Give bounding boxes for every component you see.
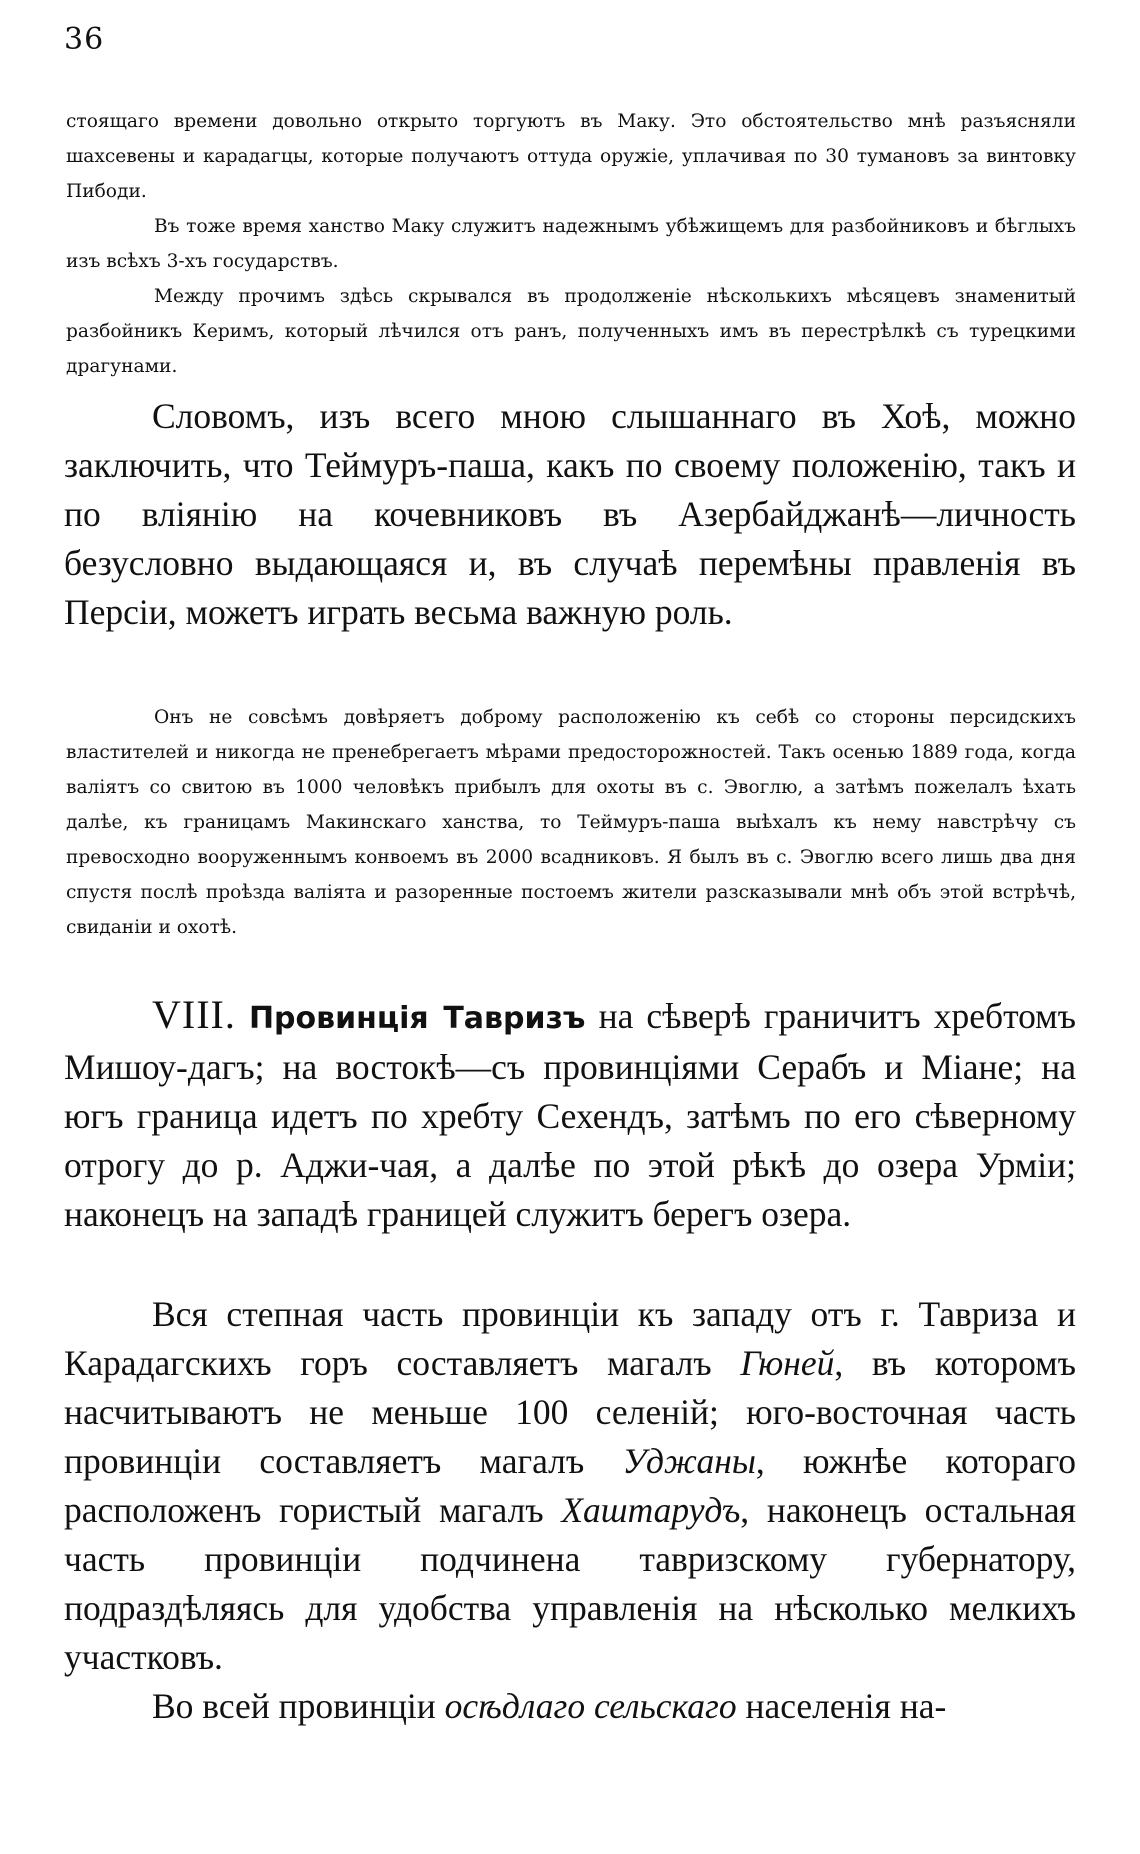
text-run: населенія на- bbox=[745, 1686, 947, 1726]
paragraph-maku-trade: стоящаго времени довольно открыто торгуютъ въ Маку. Это обстоятельство мнѣ разъясняли шахсевены и карадагцы, которые получаютъ оттуда оружіе, уплачивая по 30 тумановъ за винтовку Пибоди. bbox=[66, 111, 1076, 202]
large-text-block-2 bbox=[64, 1290, 1076, 1731]
paragraph-kerim: Между прочимъ здѣсь скрывался въ продолженіе нѣсколькихъ мѣсяцевъ знаменитый разбойникъ Керимъ, который лѣчился отъ ранъ, полученныхъ имъ въ перестрѣлкѣ съ турецкими драгунами. bbox=[66, 286, 1076, 377]
page-number: 36 bbox=[64, 22, 105, 57]
paragraph-tabriz-borders bbox=[64, 990, 1076, 1239]
text-run: , южнѣе котораго расположенъ гористый магалъ bbox=[64, 1441, 1077, 1530]
italic-settled-rural: осѣдлаго сельскаго bbox=[444, 1686, 737, 1726]
italic-khashtarud: Хаштарудъ bbox=[561, 1490, 741, 1530]
section-number: VIII. bbox=[152, 992, 236, 1037]
paragraph-population bbox=[64, 1682, 1076, 1731]
paragraph-teymur-pasha: Словомъ, изъ всего мною слышаннаго въ Хоѣ, можно заключить, что Теймуръ-паша, какъ по своему положенію, такъ и по вліянію на кочевниковъ въ Азербайджанѣ—личность безусловно выдающаяся и, въ случаѣ перемѣны правленія въ Персіи, можетъ играть весьма важную роль. bbox=[64, 396, 1076, 632]
large-text-block-1 bbox=[64, 392, 1076, 637]
text-run: Вся степная часть провинціи къ западу отъ г. Тавриза и Карадагскихъ горъ составляетъ магалъ bbox=[64, 1294, 1076, 1383]
section-text: на сѣверѣ граничитъ хребтомъ Мишоу-дагъ; на востокѣ—съ провинціями Серабъ и Міане; на югъ граница идетъ по хребту Сехендъ, затѣмъ по его сѣверному отрогу до р. Аджи-чая, а далѣе по этой рѣкѣ до озера Урміи; наконецъ на западѣ границей служитъ берегъ озера. bbox=[64, 996, 1077, 1234]
paragraph-magals bbox=[64, 1290, 1076, 1682]
text-run: , въ которомъ насчитываютъ не меньше 100 селеній; юго-восточная часть провинціи составляетъ магалъ bbox=[64, 1343, 1076, 1481]
small-text-block-2 bbox=[66, 700, 1076, 945]
italic-udzhany: Уджаны bbox=[622, 1441, 756, 1481]
paragraph-maku-refuge: Въ тоже время ханство Маку служитъ надежнымъ убѣжищемъ для разбойниковъ и бѣглыхъ изъ всѣхъ 3-хъ государствъ. bbox=[66, 216, 1076, 272]
section-heading: Провинція Тавризъ bbox=[248, 1001, 586, 1036]
section-viii bbox=[64, 990, 1076, 1239]
small-text-block-1 bbox=[66, 104, 1076, 384]
text-run: , наконецъ остальная часть провинціи подчинена тавризскому губернатору, подраздѣляясь для удобства управленія на нѣсколько мелкихъ участковъ. bbox=[64, 1490, 1076, 1677]
italic-guney: Гюней bbox=[740, 1343, 835, 1383]
paragraph-valiat-visit: Онъ не совсѣмъ довѣряетъ доброму расположенію къ себѣ со стороны персидскихъ властителей и никогда не пренебрегаетъ мѣрами предосторожностей. Такъ осенью 1889 года, когда валіятъ со свитою въ 1000 человѣкъ прибылъ для охоты въ с. Эвоглю, а затѣмъ пожелалъ ѣхать далѣе, къ границамъ Макинскаго ханства, то Теймуръ-паша выѣхалъ къ нему навстрѣчу съ превосходно вооруженнымъ конвоемъ въ 2000 всадниковъ. Я былъ въ с. Эвоглю всего лишь два дня спустя послѣ проѣзда валіята и разоренные постоемъ жители разсказывали мнѣ объ этой встрѣчѣ, свиданіи и охотѣ. bbox=[66, 707, 1076, 938]
text-run: Во всей провинціи bbox=[152, 1686, 436, 1726]
